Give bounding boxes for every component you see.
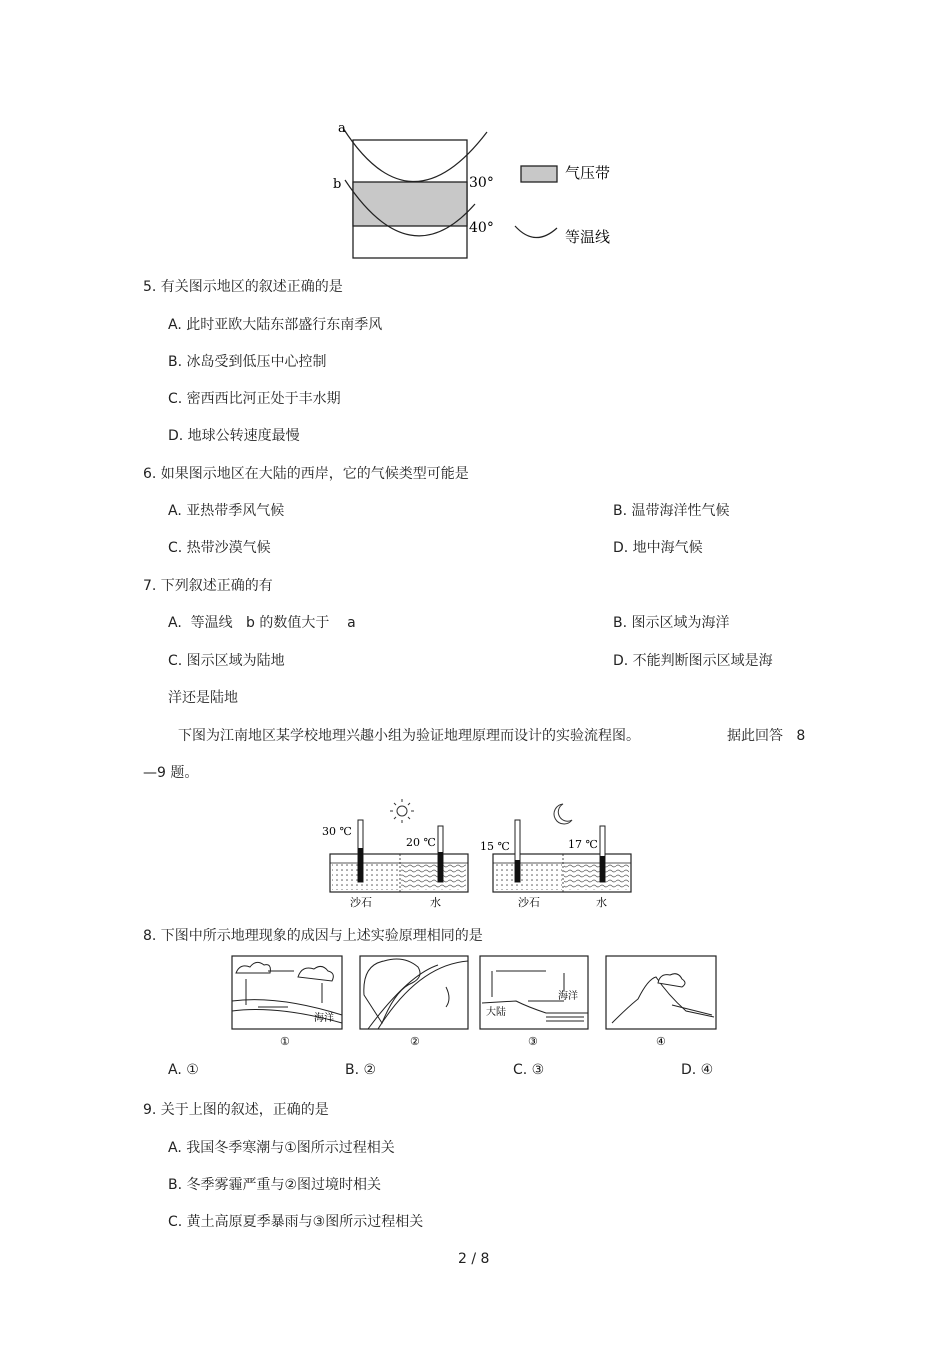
legend-isotherm-label: 等温线 — [565, 228, 611, 246]
q8-option-c: C. ③ — [513, 1062, 545, 1078]
page-number: 2 / 8 — [458, 1251, 490, 1267]
q9-option-c: C. 黄土高原夏季暴雨与③图所示过程相关 — [168, 1214, 424, 1230]
q9-option-a: A. 我国冬季寒潮与①图所示过程相关 — [168, 1140, 395, 1156]
intro-text-line1: 下图为江南地区某学校地理兴趣小组为验证地理原理而设计的实验流程图。 — [178, 728, 640, 744]
intro-text-line1-tail: 据此回答 8 — [727, 728, 806, 744]
night-water-temp: 17 ℃ — [568, 838, 598, 851]
q6-option-b: B. 温带海洋性气候 — [613, 503, 730, 519]
isotherm-label-a: a — [338, 121, 346, 136]
q8-option-a: A. ① — [168, 1062, 199, 1078]
q7-option-d-continuation: 洋还是陆地 — [168, 690, 238, 706]
panel-2-label: ② — [410, 1035, 420, 1048]
q6-option-c: C. 热带沙漠气候 — [168, 540, 271, 556]
panel-1-label: ① — [280, 1035, 290, 1048]
sun-icon — [390, 799, 414, 823]
night-water-label: 水 — [596, 896, 607, 909]
q5-option-c: C. 密西西比河正处于丰水期 — [168, 391, 341, 407]
night-sand-temp: 15 ℃ — [480, 840, 510, 853]
latitude-30: 30° — [469, 175, 494, 191]
q5-option-b: B. 冰岛受到低压中心控制 — [168, 354, 327, 370]
day-sand-label: 沙石 — [350, 896, 372, 909]
isotherm-label-b: b — [333, 177, 342, 192]
legend-isotherm-line — [515, 226, 557, 238]
q7-option-a: A. 等温线 b 的数值大于 a — [168, 615, 356, 631]
q7-stem: 7. 下列叙述正确的有 — [143, 578, 273, 594]
day-sand-temp: 30 ℃ — [322, 825, 352, 838]
panel-1 — [232, 956, 342, 1048]
q5-option-a: A. 此时亚欧大陆东部盛行东南季风 — [168, 317, 383, 333]
q8-option-b: B. ② — [345, 1062, 377, 1078]
latitude-40: 40° — [469, 220, 494, 236]
q7-option-b: B. 图示区域为海洋 — [613, 615, 730, 631]
q9-stem: 9. 关于上图的叙述，正确的是 — [143, 1102, 329, 1118]
q8-stem: 8. 下图中所示地理现象的成因与上述实验原理相同的是 — [143, 928, 483, 944]
experiment-figure — [320, 798, 640, 912]
q7-option-c: C. 图示区域为陆地 — [168, 653, 285, 669]
panel-2 — [360, 956, 468, 1048]
q6-option-d: D. 地中海气候 — [613, 540, 703, 556]
intro-text-line2: —9 题。 — [143, 765, 199, 781]
phenomena-figure — [228, 955, 720, 1050]
q8-option-d: D. ④ — [681, 1062, 714, 1078]
day-water-temp: 20 ℃ — [406, 836, 436, 849]
q9-option-b: B. 冬季雾霾严重与②图过境时相关 — [168, 1177, 382, 1193]
q6-option-a: A. 亚热带季风气候 — [168, 503, 285, 519]
night-sand-label: 沙石 — [518, 896, 540, 909]
moon-icon — [554, 804, 572, 824]
q6-stem: 6. 如果图示地区在大陆的西岸，它的气候类型可能是 — [143, 466, 469, 482]
panel-3 — [480, 956, 588, 1048]
panel-3-ocean-label: 海洋 — [558, 991, 578, 1002]
q5-stem: 5. 有关图示地区的叙述正确的是 — [143, 279, 343, 295]
pressure-belt-figure — [325, 118, 625, 263]
legend-pressure-label: 气压带 — [565, 164, 611, 182]
q5-option-d: D. 地球公转速度最慢 — [168, 428, 300, 444]
panel-3-land-label: 大陆 — [486, 1007, 506, 1018]
panel-4-label: ④ — [656, 1035, 666, 1048]
panel-4 — [606, 956, 716, 1048]
q7-option-d: D. 不能判断图示区域是海 — [613, 653, 773, 669]
legend-pressure-swatch — [521, 166, 557, 182]
panel-1-ocean-label: 海洋 — [314, 1013, 334, 1024]
day-water-label: 水 — [430, 896, 441, 909]
panel-3-label: ③ — [528, 1035, 538, 1048]
